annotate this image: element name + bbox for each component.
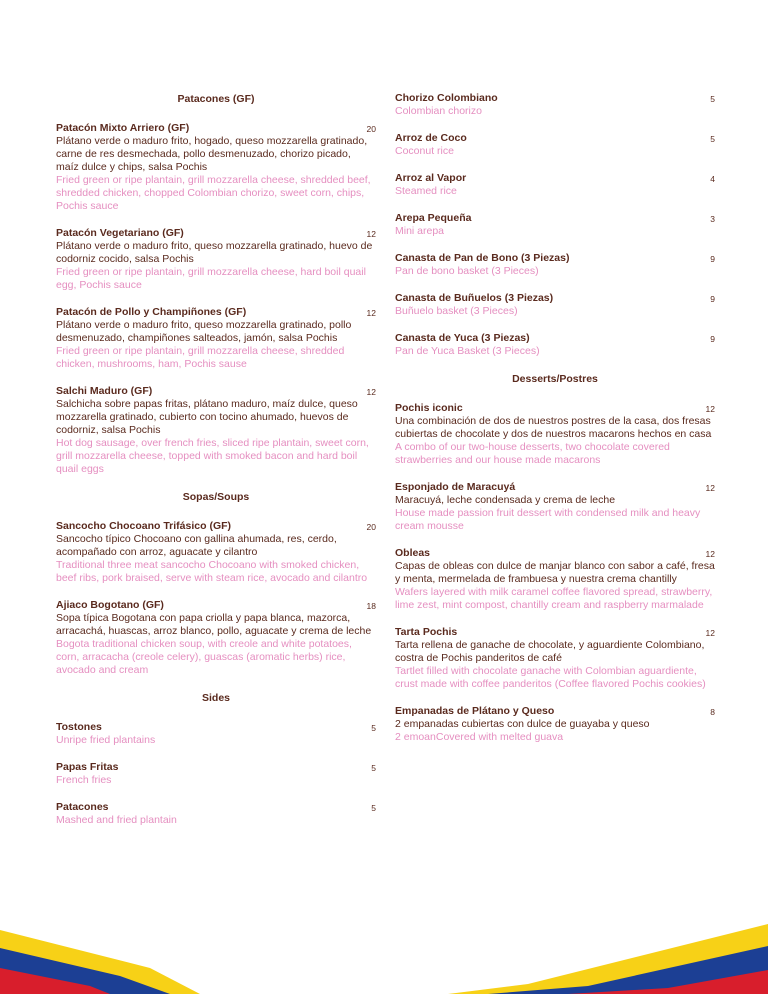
item-description-es: Salchicha sobre papas fritas, plátano maduro, maíz dulce, queso mozzarella gratinado, cubierto con tocino ahumado, huevos de codorniz, salsa Pochis [56, 398, 358, 436]
item-description-en: Fried green or ripe plantain, grill mozzarella cheese, shredded chicken, mushrooms, ham, Pochis sause [56, 345, 345, 370]
item-price: 9 [710, 294, 715, 304]
item-price: 5 [371, 723, 376, 733]
item-name: Arepa Pequeña [395, 212, 472, 224]
item-name: Sancocho Chocoano Trifásico (GF) [56, 520, 232, 532]
item-name: Patacón de Pollo y Champiñones (GF) [56, 306, 247, 318]
colombian-flag-stripes-right [448, 924, 768, 994]
item-description-en: Pan de Yuca Basket (3 Pieces) [395, 345, 540, 357]
item-price: 8 [710, 707, 715, 717]
item-description-en: A combo of our two-house desserts, two chocolate covered strawberries and our house made macarons [395, 441, 670, 466]
item-price: 20 [366, 522, 376, 532]
item-name: Canasta de Yuca (3 Piezas) [395, 332, 530, 344]
section-title: Sides [201, 692, 230, 704]
item-price: 12 [705, 483, 715, 493]
item-price: 4 [710, 174, 715, 184]
item-description-en: Bogota traditional chicken soup, with creole and white potatoes, corn, arracacha (creole celery), guascas (aromatic herbs) rice, avocado and cream [56, 638, 352, 676]
item-price: 12 [705, 549, 715, 559]
menu-item [56, 385, 376, 476]
item-price: 9 [710, 334, 715, 344]
menu-item [56, 306, 376, 371]
item-description-es: Plátano verde o maduro frito, queso mozzarella gratinado, huevo de codorniz cocido, salsa Pochis [56, 240, 373, 265]
item-description-es: Plátano verde o maduro frito, queso mozzarella gratinado, pollo desmenuzado, champiñones salteados, jamón, salsa Pochis [56, 319, 352, 344]
item-description-es: Sancocho típico Chocoano con gallina ahumada, res, cerdo, acompañado con arroz, aguacate y cilantro [56, 533, 337, 558]
menu-item [395, 332, 715, 358]
item-name: Arroz al Vapor [395, 172, 467, 184]
item-description-en: Wafers layered with milk caramel coffee flavored spread, strawberry, lime zest, mint compost, chantilly cream and raspberry marmalade [395, 586, 713, 611]
item-price: 9 [710, 254, 715, 264]
menu-item [395, 481, 715, 533]
item-name: Canasta de Pan de Bono (3 Piezas) [395, 252, 570, 264]
item-name: Patacón Vegetariano (GF) [56, 227, 184, 239]
menu-item [395, 132, 715, 158]
item-price: 20 [366, 124, 376, 134]
item-description-en: Hot dog sausage, over french fries, sliced ripe plantain, sweet corn, grill mozzarella cheese, topped with smoked bacon and hard boil quail eggs [56, 437, 369, 475]
item-name: Empanadas de Plátano y Queso [395, 705, 555, 717]
item-name: Papas Fritas [56, 761, 119, 773]
item-name: Esponjado de Maracuyá [395, 481, 516, 493]
item-price: 5 [371, 763, 376, 773]
item-description-en: Mini arepa [395, 225, 445, 237]
item-description-en: Mashed and fried plantain [56, 814, 177, 826]
item-price: 5 [710, 134, 715, 144]
section-title: Patacones (GF) [177, 93, 255, 105]
item-price: 12 [366, 229, 376, 239]
item-name: Salchi Maduro (GF) [56, 385, 153, 397]
section-title: Desserts/Postres [512, 373, 598, 385]
item-name: Tarta Pochis [395, 626, 458, 638]
section-title: Sopas/Soups [182, 491, 250, 503]
right-column [395, 92, 715, 758]
item-description-en: House made passion fruit dessert with condensed milk and heavy cream mousse [395, 507, 701, 532]
menu-item [56, 721, 376, 747]
item-description-es: Sopa típica Bogotana con papa criolla y papa blanca, mazorca, arracachá, huascas, arroz blanco, pollo, aguacate y crema de leche [56, 612, 372, 637]
item-name: Chorizo Colombiano [395, 92, 498, 104]
item-price: 12 [366, 387, 376, 397]
item-description-es: Tarta rellena de ganache de chocolate, y aguardiente Colombiano, costra de Pochis panderitos de café [395, 639, 705, 664]
item-price: 3 [710, 214, 715, 224]
item-price: 5 [710, 94, 715, 104]
item-name: Obleas [395, 547, 431, 559]
item-name: Canasta de Buñuelos (3 Piezas) [395, 292, 554, 304]
item-description-en: Colombian chorizo [395, 105, 482, 117]
menu-item [395, 705, 715, 744]
item-description-en: Fried green or ripe plantain, grill mozzarella cheese, hard boil quail egg, Pochis sauce [56, 266, 366, 291]
item-description-es: Una combinación de dos de nuestros postres de la casa, dos fresas cubiertas de chocolate y dos de nuestros macarons hechos en casa [395, 415, 712, 440]
menu-item [56, 122, 376, 213]
item-description-en: Traditional three meat sancocho Chocoano with smoked chicken, beef ribs, pork braised, serve with steam rice, avocado and cilantro [56, 559, 368, 584]
item-description-es: Maracuyá, leche condensada y crema de leche [395, 494, 616, 506]
item-price: 12 [705, 404, 715, 414]
item-description-en: French fries [56, 774, 112, 786]
item-price: 12 [705, 628, 715, 638]
item-price: 18 [366, 601, 376, 611]
item-description-en: Steamed rice [395, 185, 457, 197]
menu-item [56, 599, 376, 677]
item-price: 5 [371, 803, 376, 813]
menu-item [395, 402, 715, 467]
menu-item [56, 227, 376, 292]
menu-item [395, 172, 715, 198]
menu-item [56, 801, 376, 827]
item-description-en: Tartlet filled with chocolate ganache with Colombian aguardiente, crust made with coffee panderitos (Coffee flavored Pochis cookies) [395, 665, 706, 690]
item-description-en: Coconut rice [395, 145, 454, 157]
colombian-flag-stripes-left [0, 924, 220, 994]
item-description-en: Buñuelo basket (3 Pieces) [395, 305, 518, 317]
item-name: Ajiaco Bogotano (GF) [56, 599, 164, 611]
menu-item [56, 520, 376, 585]
item-description-en: Fried green or ripe plantain, grill mozzarella cheese, shredded beef, shredded chicken, chopped Colombian chorizo, sweet corn, chips, Pochis sauce [56, 174, 371, 212]
menu-item [395, 292, 715, 318]
menu-item [395, 547, 715, 612]
menu-item [395, 212, 715, 238]
item-name: Tostones [56, 721, 102, 733]
item-description-en: Pan de bono basket (3 Pieces) [395, 265, 539, 277]
item-price: 12 [366, 308, 376, 318]
item-name: Patacón Mixto Arriero (GF) [56, 122, 190, 134]
item-description-es: Capas de obleas con dulce de manjar blanco con sabor a café, fresa y menta, mermelada de frambuesa y nuestra crema chantilly [395, 560, 715, 585]
item-description-es: Plátano verde o maduro frito, hogado, queso mozzarella gratinado, carne de res desmechada, pollo desmenuzado, chorizo picado, maíz dulce y chips, salsa Pochis [56, 135, 368, 173]
item-name: Patacones [56, 801, 109, 813]
menu-item [56, 761, 376, 787]
item-name: Pochis iconic [395, 402, 463, 414]
item-description-en: 2 emoanCovered with melted guava [395, 731, 564, 743]
item-description-en: Unripe fried plantains [56, 734, 156, 746]
menu-item [395, 626, 715, 691]
menu-item [395, 252, 715, 278]
item-description-es: 2 empanadas cubiertas con dulce de guayaba y queso [395, 718, 650, 730]
left-column [56, 92, 376, 841]
menu-item [395, 92, 715, 118]
item-name: Arroz de Coco [395, 132, 467, 144]
